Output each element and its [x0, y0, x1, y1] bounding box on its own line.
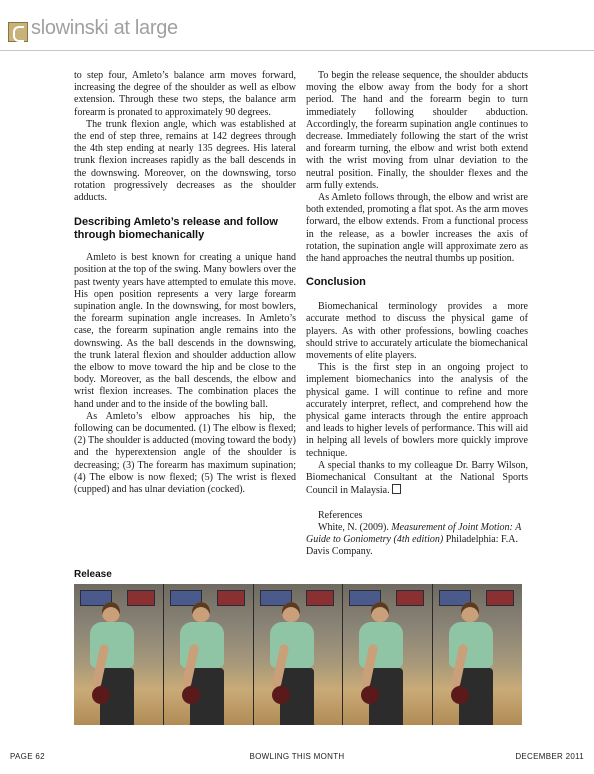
paragraph: Amleto is best known for creating a unique hand position at the top of the swing. Many bowlers over the past twenty years have attempted to emulate this move. His open position represents a very large forearm supination angle. In the downswing, for most bowlers, the forearm supination angle increases. In Amleto’s case, the forearm supination angle remains into the downswing. As the ball descends in the downswing, the trunk lateral flexion and shoulder adduction allow the elbow to move toward the hip and be close to the body. Moreover, as the ball descends, the elbow and wrist flexion increases. The combination places the hand under and to the inside of the bowling ball. — [74, 252, 296, 410]
figure-label: Release — [74, 569, 112, 580]
ref-title: Measurement of Joint Motion: A Guide to Goniometry (4th edition) — [306, 521, 522, 545]
release-photo-sequence — [74, 584, 522, 725]
right-column — [306, 70, 528, 558]
left-column — [74, 70, 296, 496]
ref-publisher: Philadelphia: F.A. Davis Company. — [306, 533, 518, 558]
paragraph: This is the first step in an ongoing project to implement biomechanics into the analysis of the physical game. I will continue to refine and more accurately interpret, reflect, and comprehend how the physical game interacts through the entire approach and leads to higher levels of performance. This will aid in helping all levels of bowlers more quickly improve technique. — [306, 362, 528, 459]
paragraph: To begin the release sequence, the shoulder abducts moving the elbow away from the body for a short period. The hand and the forearm begin to turn immediately following shoulder abduction. Accordingly, the forearm supination angle continues to decrease. Immediately following the start of the wrist and forearm turning, the elbow and wrist both extend with the wrist moving from ulnar deviation to the neutral position. Finally, the shoulder flexes and the arm fully extends. — [306, 70, 528, 191]
references — [306, 510, 528, 559]
magazine-name: BOWLING THIS MONTH — [249, 752, 345, 761]
release-photo-frame — [254, 584, 344, 725]
paragraph — [306, 460, 528, 498]
section-heading: Describing Amleto’s release and follow through biomechanically — [74, 216, 278, 242]
paragraph: to step four, Amleto’s balance arm moves forward, increasing the degree of the shoulder as well as elbow extension. Through these two steps, the balance arm forearm is pronated to approximately 90 degrees. — [74, 70, 296, 118]
release-photo-frame — [164, 584, 254, 725]
thanks-text: A special thanks to my colleague Dr. Barry Wilson, Biomechanical Consultant at the National Sports Council in Malaysia. — [306, 459, 528, 497]
release-photo-frame — [74, 584, 164, 725]
page-footer — [0, 748, 594, 764]
paragraph: Biomechanical terminology provides a more accurate method to discuss the physical game of players. As with other professions, bowling coaches should strive to accurately articulate the biomechanical movements of elite players. — [306, 301, 528, 362]
end-mark-icon — [392, 484, 401, 494]
paragraph: The trunk flexion angle, which was established at the end of step three, remains at 142 degrees through the 4th step ending at nearly 135 degrees. His lateral trunk flexion increases rapidly as the ball descends in the downswing. Moreover, on the downswing, torso rotation progressively decreases as the shoulder adducts. — [74, 118, 296, 204]
paragraph: As Amleto’s elbow approaches his hip, the following can be documented. (1) The elbow is flexed; (2) The shoulder is adducted (moving toward the body) and the hyperextension angle of the shoulder is decreasing; (3) The forearm has maximum supination; (4) The elbow is now flexed; (5) The wrist is flexed (cupped) and has ulnar deviation (cocked). — [74, 410, 296, 496]
conclusion-heading: Conclusion — [306, 276, 366, 289]
paragraph: As Amleto follows through, the elbow and wrist are both extended, promoting a flat spot. As the arm moves forward, the elbow extends. From a functional process in the release, as a bowler increases the axis of rotation, the supination angle will approximate zero as the hand approaches the neutral thumbs up position. — [306, 192, 528, 265]
references-heading: References — [318, 509, 363, 521]
section-title: slowinski at large — [31, 17, 178, 39]
page-header — [0, 0, 594, 51]
magazine-logo-icon — [8, 22, 28, 42]
release-photo-frame — [343, 584, 433, 725]
issue-date: DECEMBER 2011 — [515, 752, 584, 761]
reference-entry — [306, 522, 528, 559]
ref-author: White, N. (2009). — [318, 521, 392, 533]
release-photo-frame — [433, 584, 522, 725]
page-number: PAGE 62 — [10, 752, 45, 761]
